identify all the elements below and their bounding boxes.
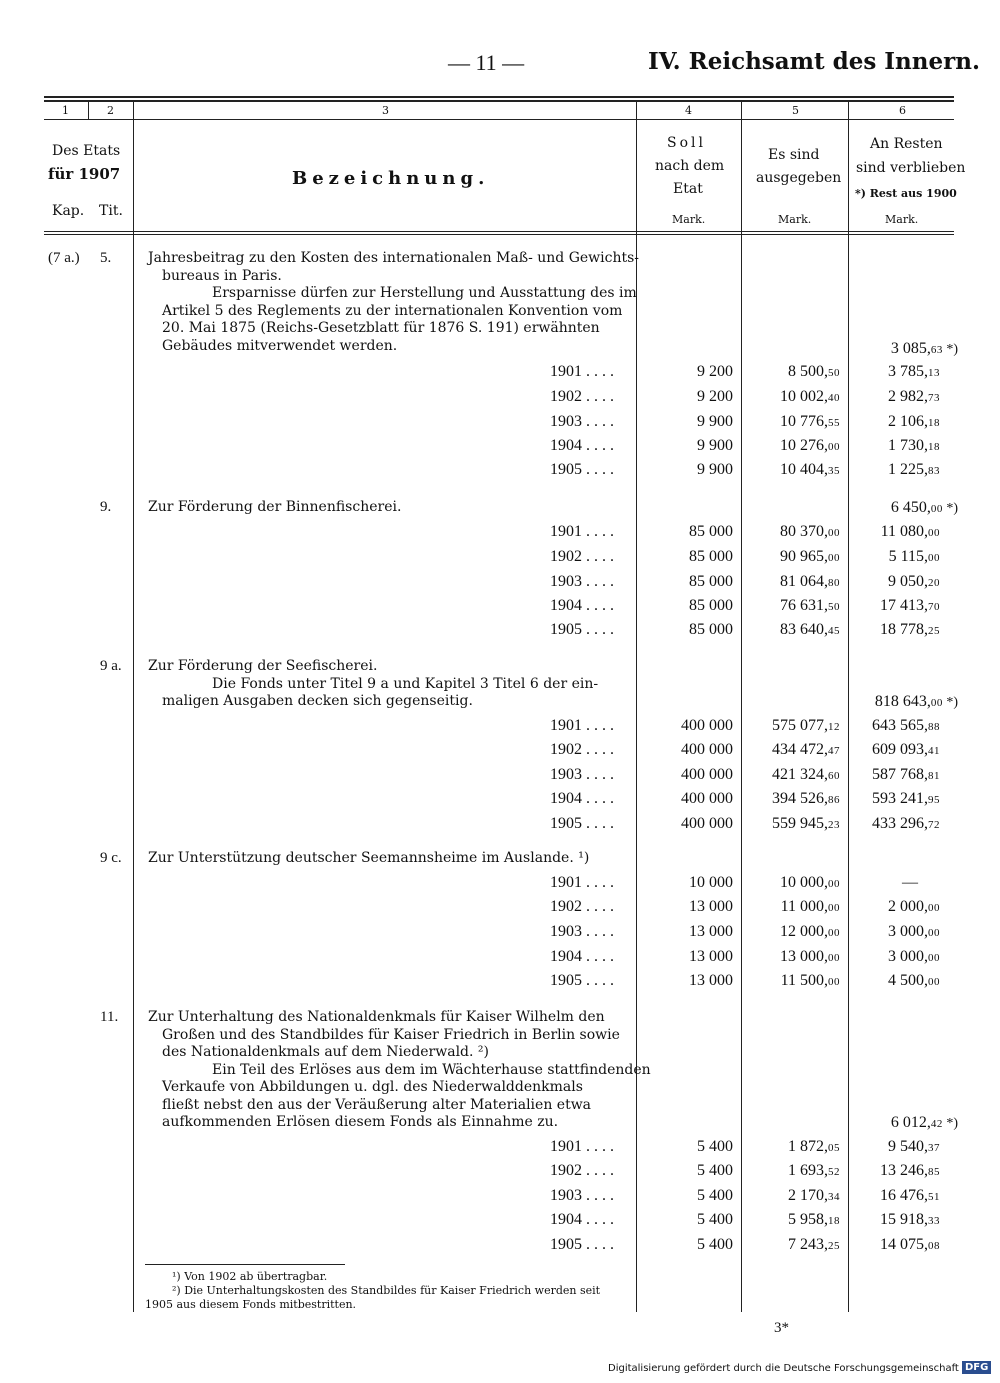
ausgegeben-int: 80 370, <box>780 523 828 540</box>
rest-1900-mark: *) <box>942 695 958 710</box>
header-bezeichnung: Bezeichnung. <box>292 168 490 189</box>
rest-1900-mark: *) <box>942 1116 958 1131</box>
footnote-1: ¹) Von 1902 ab übertragbar. <box>172 1270 328 1283</box>
row-ausgegeben <box>780 413 840 431</box>
row-year: 1905 . . . . <box>550 1236 614 1253</box>
row-soll: 13 000 <box>689 898 733 915</box>
ausgegeben-int: 2 170, <box>788 1187 828 1204</box>
ausgegeben-int: 421 324, <box>772 766 828 783</box>
dfg-logo: DFG <box>962 1361 991 1374</box>
reste-int: 18 778, <box>880 621 928 638</box>
rest-1900-int: 818 643, <box>874 693 931 710</box>
reste-int: 11 080, <box>880 523 928 540</box>
ausgegeben-int: 11 500, <box>780 972 828 989</box>
row-soll: 400 000 <box>681 790 733 807</box>
ausgegeben-int: 1 872, <box>788 1138 828 1155</box>
reste-int: 15 918, <box>880 1211 928 1228</box>
footnote-2: ²) Die Unterhaltungskosten des Standbildes für Kaiser Friedrich werden seit <box>172 1284 601 1297</box>
entry-note-line: fließt nebst den aus der Veräußerung alter Materialien etwa <box>162 1096 592 1113</box>
ausgegeben-dec: 12 <box>828 721 840 733</box>
ausgegeben-int: 5 958, <box>788 1211 828 1228</box>
row-soll: 9 900 <box>697 461 733 478</box>
row-reste <box>888 573 940 591</box>
entry-tit: 5. <box>100 250 112 266</box>
row-soll: 13 000 <box>689 923 733 940</box>
page-signature: 3* <box>774 1320 789 1336</box>
entry-note-line: maligen Ausgaben decken sich gegenseitig. <box>162 693 473 709</box>
ausgegeben-int: 13 000, <box>780 948 828 965</box>
row-ausgegeben <box>772 815 840 833</box>
reste-dec: 37 <box>928 1142 940 1154</box>
row-ausgegeben <box>788 1162 840 1180</box>
reste-int: 1 730, <box>888 437 928 454</box>
reste-dec: 00 <box>928 527 940 539</box>
row-reste <box>888 461 940 479</box>
row-reste <box>880 1162 940 1180</box>
rest-1900-mark: *) <box>942 501 958 516</box>
reste-dec: 41 <box>928 745 940 757</box>
ausgegeben-dec: 35 <box>828 465 840 477</box>
reste-dec: 00 <box>928 552 940 564</box>
entry-title-line: Großen und des Standbildes für Kaiser Friedrich in Berlin sowie <box>162 1026 620 1043</box>
reste-dec: 00 <box>928 927 940 939</box>
section-title: IV. Reichsamt des Innern. <box>648 48 980 75</box>
row-ausgegeben <box>780 874 840 892</box>
row-ausgegeben <box>780 437 840 455</box>
col-number-3: 3 <box>382 104 389 117</box>
header-reste-3: *) Rest aus 1900 <box>855 187 957 200</box>
reste-int: 643 565, <box>872 717 928 734</box>
row-ausgegeben <box>780 948 840 966</box>
row-soll: 5 400 <box>697 1138 733 1155</box>
reste-int: 5 115, <box>888 548 928 565</box>
reste-int: 609 093, <box>872 741 928 758</box>
row-reste <box>872 717 940 735</box>
row-year: 1902 . . . . <box>550 1162 614 1179</box>
reste-int: 9 540, <box>888 1138 928 1155</box>
reste-dec: 00 <box>928 976 940 988</box>
ausgegeben-int: 10 002, <box>780 388 828 405</box>
header-reste-1: An Resten <box>870 136 943 152</box>
row-reste <box>902 874 918 892</box>
row-year: 1901 . . . . <box>550 1138 614 1155</box>
ausgegeben-int: 1 693, <box>788 1162 828 1179</box>
row-year: 1903 . . . . <box>550 923 614 940</box>
ausgegeben-int: 434 472, <box>772 741 828 758</box>
ausgegeben-dec: 00 <box>828 527 840 539</box>
reste-dec: 88 <box>928 721 940 733</box>
rest-1900-dec: 00 <box>930 503 943 515</box>
row-reste <box>888 923 940 941</box>
reste-dec: 83 <box>928 465 940 477</box>
row-soll: 400 000 <box>681 815 733 832</box>
reste-dec: 85 <box>928 1166 940 1178</box>
row-year: 1904 . . . . <box>550 790 614 807</box>
ausgegeben-int: 394 526, <box>772 790 828 807</box>
row-year: 1904 . . . . <box>550 1211 614 1228</box>
header-mark-6: Mark. <box>885 213 919 226</box>
row-ausgegeben <box>780 621 840 639</box>
ausgegeben-dec: 00 <box>828 927 840 939</box>
row-ausgegeben <box>780 461 840 479</box>
ausgegeben-dec: 52 <box>828 1166 840 1178</box>
reste-int: 16 476, <box>880 1187 928 1204</box>
entry-note-line: aufkommenden Erlösen diesem Fonds als Einnahme zu. <box>162 1114 559 1130</box>
row-soll: 9 200 <box>697 388 733 405</box>
header-soll-2: nach dem <box>655 158 725 174</box>
header-aus-2: ausgegeben <box>756 170 842 186</box>
row-soll: 9 900 <box>697 413 733 430</box>
row-reste <box>889 548 940 566</box>
rest-1900-dec: 00 <box>930 697 943 709</box>
row-reste <box>880 621 940 639</box>
row-reste <box>888 437 940 455</box>
reste-dec: 18 <box>928 417 940 429</box>
ausgegeben-dec: 05 <box>828 1142 840 1154</box>
entry-note-line: Verkaufe von Abbildungen u. dgl. des Niederwalddenkmals <box>162 1079 583 1095</box>
rest-1900-int: 6 450, <box>890 499 931 516</box>
row-reste <box>880 597 940 615</box>
ausgegeben-int: 76 631, <box>780 597 828 614</box>
row-year: 1901 . . . . <box>550 363 614 380</box>
row-ausgegeben <box>780 597 840 615</box>
ausgegeben-dec: 25 <box>828 1240 840 1252</box>
row-reste <box>888 972 940 990</box>
row-ausgegeben <box>772 741 840 759</box>
rest-1900-value <box>891 499 958 517</box>
rest-1900-value <box>891 1114 958 1132</box>
ausgegeben-dec: 40 <box>828 392 840 404</box>
ausgegeben-dec: 86 <box>828 794 840 806</box>
row-year: 1904 . . . . <box>550 597 614 614</box>
ausgegeben-dec: 47 <box>828 745 840 757</box>
entry-tit: 9 a. <box>100 658 122 674</box>
header-kap: Kap. <box>52 203 85 219</box>
header-des-etats: Des Etats <box>52 143 121 159</box>
row-ausgegeben <box>788 1211 840 1229</box>
row-soll: 10 000 <box>689 874 733 891</box>
header-tit: Tit. <box>99 203 123 219</box>
entry-tit: 9. <box>100 499 112 515</box>
ausgegeben-dec: 23 <box>828 819 840 831</box>
ausgegeben-int: 12 000, <box>780 923 828 940</box>
row-ausgegeben <box>781 898 840 916</box>
row-soll: 85 000 <box>689 548 733 565</box>
reste-int: 587 768, <box>872 766 928 783</box>
reste-int: 433 296, <box>872 815 928 832</box>
entry-tit: 9 c. <box>100 850 122 866</box>
row-reste <box>888 948 940 966</box>
row-year: 1902 . . . . <box>550 548 614 565</box>
row-ausgegeben <box>781 972 840 990</box>
row-ausgegeben <box>772 790 840 808</box>
reste-int: 13 246, <box>880 1162 928 1179</box>
footnote-3: 1905 aus diesem Fonds mitbestritten. <box>145 1298 357 1311</box>
ausgegeben-dec: 60 <box>828 770 840 782</box>
row-soll: 5 400 <box>697 1211 733 1228</box>
row-ausgegeben <box>772 717 840 735</box>
row-year: 1905 . . . . <box>550 972 614 989</box>
entry-title-line: Jahresbeitrag zu den Kosten des internationalen Maß- und Gewichts- <box>148 250 640 266</box>
row-soll: 9 900 <box>697 437 733 454</box>
ausgegeben-int: 10 776, <box>780 413 828 430</box>
row-ausgegeben <box>780 523 840 541</box>
col-number-6: 6 <box>899 104 906 117</box>
ausgegeben-int: 10 276, <box>780 437 828 454</box>
reste-int: 3 785, <box>888 363 928 380</box>
reste-int: 2 106, <box>888 413 928 430</box>
ausgegeben-dec: 45 <box>828 625 840 637</box>
row-reste <box>888 363 940 381</box>
row-reste <box>888 898 940 916</box>
row-soll: 400 000 <box>681 741 733 758</box>
row-reste <box>880 1187 940 1205</box>
ausgegeben-int: 8 500, <box>788 363 828 380</box>
rest-1900-int: 6 012, <box>890 1114 931 1131</box>
ausgegeben-dec: 00 <box>828 976 840 988</box>
col-number-2: 2 <box>107 104 114 117</box>
ausgegeben-dec: 50 <box>828 367 840 379</box>
row-soll: 5 400 <box>697 1187 733 1204</box>
entry-note-line: 20. Mai 1875 (Reichs-Gesetzblatt für 1876 S. 191) erwähnten <box>162 320 600 336</box>
reste-dec: 51 <box>928 1191 940 1203</box>
row-reste <box>872 741 940 759</box>
header-soll-3: Etat <box>673 181 703 197</box>
row-reste <box>888 388 940 406</box>
row-reste <box>872 790 940 808</box>
reste-int: 9 050, <box>888 573 928 590</box>
reste-dec: 18 <box>928 441 940 453</box>
credit-text: Digitalisierung gefördert durch die Deutsche Forschungsgemeinschaft <box>608 1363 959 1374</box>
row-year: 1904 . . . . <box>550 948 614 965</box>
row-year: 1903 . . . . <box>550 573 614 590</box>
row-ausgegeben <box>788 1236 840 1254</box>
row-soll: 400 000 <box>681 717 733 734</box>
row-reste <box>880 1236 940 1254</box>
row-year: 1902 . . . . <box>550 741 614 758</box>
ausgegeben-int: 83 640, <box>780 621 828 638</box>
reste-dec: 81 <box>928 770 940 782</box>
ausgegeben-dec: 18 <box>828 1215 840 1227</box>
rest-1900-dec: 63 <box>930 344 943 356</box>
reste-int: — <box>902 874 918 891</box>
rest-1900-value <box>891 340 958 358</box>
reste-int: 3 000, <box>888 923 928 940</box>
header-mark-4: Mark. <box>672 213 706 226</box>
reste-int: 4 500, <box>888 972 928 989</box>
reste-dec: 00 <box>928 902 940 914</box>
reste-dec: 73 <box>928 392 940 404</box>
row-ausgegeben <box>780 548 840 566</box>
row-ausgegeben <box>788 1187 840 1205</box>
row-year: 1905 . . . . <box>550 461 614 478</box>
ausgegeben-dec: 00 <box>828 878 840 890</box>
ausgegeben-dec: 00 <box>828 552 840 564</box>
entry-note-line: Die Fonds unter Titel 9 a und Kapitel 3 Titel 6 der ein- <box>212 675 599 692</box>
row-year: 1903 . . . . <box>550 413 614 430</box>
ausgegeben-dec: 00 <box>828 952 840 964</box>
row-soll: 400 000 <box>681 766 733 783</box>
row-ausgegeben <box>780 923 840 941</box>
row-year: 1903 . . . . <box>550 1187 614 1204</box>
row-soll: 9 200 <box>697 363 733 380</box>
reste-dec: 13 <box>928 367 940 379</box>
header-reste-2: sind verblieben <box>856 160 966 176</box>
header-soll-1: Soll <box>667 135 706 151</box>
reste-int: 2 982, <box>888 388 928 405</box>
page-number: — 11 — <box>448 50 525 75</box>
footnote-rule <box>145 1264 345 1265</box>
rest-1900-value <box>875 693 958 711</box>
reste-int: 2 000, <box>888 898 928 915</box>
col-number-4: 4 <box>685 104 692 117</box>
row-reste <box>872 766 940 784</box>
ausgegeben-int: 11 000, <box>780 898 828 915</box>
row-soll: 13 000 <box>689 972 733 989</box>
entry-note-line: Ein Teil des Erlöses aus dem im Wächterhause stattfindenden <box>212 1061 651 1078</box>
row-year: 1902 . . . . <box>550 388 614 405</box>
reste-int: 3 000, <box>888 948 928 965</box>
reste-int: 593 241, <box>872 790 928 807</box>
row-year: 1905 . . . . <box>550 621 614 638</box>
row-soll: 5 400 <box>697 1162 733 1179</box>
row-ausgegeben <box>780 388 840 406</box>
col-number-1: 1 <box>62 104 69 117</box>
row-soll: 5 400 <box>697 1236 733 1253</box>
reste-int: 1 225, <box>888 461 928 478</box>
header-aus-1: Es sind <box>768 147 820 163</box>
row-ausgegeben <box>780 573 840 591</box>
row-year: 1903 . . . . <box>550 766 614 783</box>
entry-title-line: Zur Förderung der Binnenfischerei. <box>148 499 402 515</box>
entry-note-line: Artikel 5 des Reglements zu der internationalen Konvention vom <box>162 302 623 319</box>
header-mark-5: Mark. <box>778 213 812 226</box>
reste-dec: 70 <box>928 601 940 613</box>
row-ausgegeben <box>788 1138 840 1156</box>
row-year: 1904 . . . . <box>550 437 614 454</box>
row-year: 1901 . . . . <box>550 717 614 734</box>
ausgegeben-int: 7 243, <box>788 1236 828 1253</box>
row-year: 1905 . . . . <box>550 815 614 832</box>
reste-int: 14 075, <box>880 1236 928 1253</box>
reste-dec: 33 <box>928 1215 940 1227</box>
reste-dec: 08 <box>928 1240 940 1252</box>
reste-dec: 20 <box>928 577 940 589</box>
entry-kap: (7 a.) <box>48 250 80 266</box>
ausgegeben-int: 10 404, <box>780 461 828 478</box>
entry-tit: 11. <box>100 1009 119 1025</box>
row-ausgegeben <box>788 363 840 381</box>
row-soll: 85 000 <box>689 523 733 540</box>
entry-title-line: des Nationaldenkmals auf dem Niederwald. ²) <box>162 1044 489 1060</box>
reste-dec: 25 <box>928 625 940 637</box>
row-soll: 85 000 <box>689 573 733 590</box>
reste-dec: 72 <box>928 819 940 831</box>
ausgegeben-dec: 80 <box>828 577 840 589</box>
ausgegeben-int: 81 064, <box>780 573 828 590</box>
ausgegeben-int: 559 945, <box>772 815 828 832</box>
entry-title-line: Zur Unterhaltung des Nationaldenkmals für Kaiser Wilhelm den <box>148 1009 605 1025</box>
row-soll: 85 000 <box>689 621 733 638</box>
rest-1900-mark: *) <box>942 342 958 357</box>
reste-dec: 00 <box>928 952 940 964</box>
ausgegeben-dec: 34 <box>828 1191 840 1203</box>
entry-title-line: Zur Förderung der Seefischerei. <box>148 658 378 674</box>
rest-1900-dec: 42 <box>930 1118 943 1130</box>
row-reste <box>881 523 940 541</box>
ausgegeben-dec: 50 <box>828 601 840 613</box>
row-soll: 13 000 <box>689 948 733 965</box>
ausgegeben-int: 575 077, <box>772 717 828 734</box>
row-year: 1901 . . . . <box>550 523 614 540</box>
entry-note-line: Ersparnisse dürfen zur Herstellung und Ausstattung des im <box>212 285 637 301</box>
ausgegeben-dec: 55 <box>828 417 840 429</box>
row-reste <box>888 1138 940 1156</box>
row-year: 1901 . . . . <box>550 874 614 891</box>
ausgegeben-int: 10 000, <box>780 874 828 891</box>
col-number-5: 5 <box>792 104 799 117</box>
ausgegeben-dec: 00 <box>828 441 840 453</box>
reste-dec: 95 <box>928 794 940 806</box>
reste-int: 17 413, <box>880 597 928 614</box>
rest-1900-int: 3 085, <box>890 340 931 357</box>
row-soll: 85 000 <box>689 597 733 614</box>
ausgegeben-dec: 00 <box>828 902 840 914</box>
row-year: 1902 . . . . <box>550 898 614 915</box>
row-ausgegeben <box>772 766 840 784</box>
entry-note-line: Gebäudes mitverwendet werden. <box>162 337 398 354</box>
row-reste <box>880 1211 940 1229</box>
header-fuer-1907: für 1907 <box>48 165 121 183</box>
entry-title-line: Zur Unterstützung deutscher Seemannsheime im Auslande. ¹) <box>148 850 590 866</box>
ausgegeben-int: 90 965, <box>780 548 828 565</box>
row-reste <box>888 413 940 431</box>
row-reste <box>872 815 940 833</box>
entry-title-line: bureaus in Paris. <box>162 267 282 284</box>
